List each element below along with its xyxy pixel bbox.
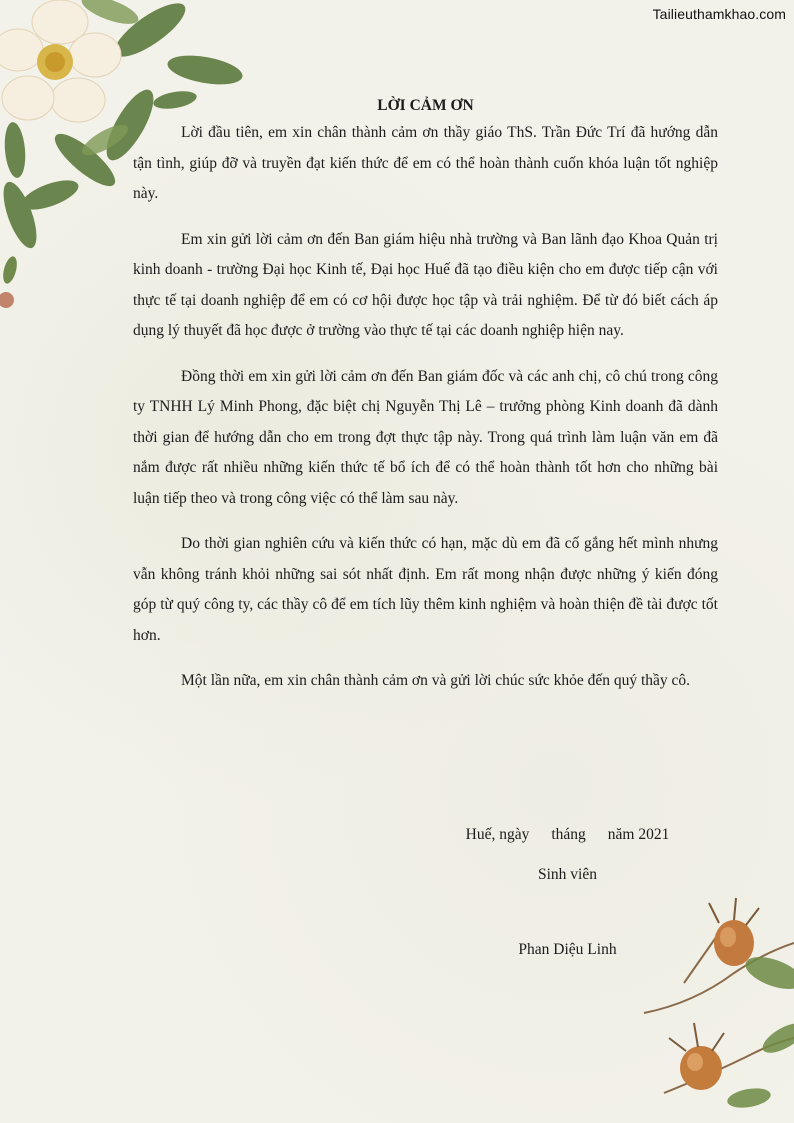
signature-role: Sinh viên	[538, 866, 597, 883]
signature-place: Huế, ngày	[465, 826, 530, 843]
paragraph-3: Đồng thời em xin gửi lời cảm ơn đến Ban giám đốc và các anh chị, cô chú trong công ty TNHH Lý Minh Phong, đặc biệt chị Nguyễn Thị Lê – trưởng phòng Kinh doanh đã dành thời gian để hướng dẫn cho em trong đợt thực tập này. Trong quá trình làm luận văn em đã nắm được rất nhiều những kiến thức tế bổ ích để có thể hoàn thành tốt hơn cho những bài luận tiếp theo và trong công việc có thể làm sau này.	[133, 367, 718, 507]
paragraph-1: Lời đầu tiên, em xin chân thành cảm ơn thầy giáo ThS. Trần Đức Trí đã hướng dẫn tận tình, giúp đỡ và truyền đạt kiến thức để em có thể hoàn thành cuốn khóa luận tốt nghiệp này.	[133, 124, 718, 202]
paragraph-5: Một lần nữa, em xin chân thành cảm ơn và gửi lời chúc sức khỏe đến quý thầy cô.	[181, 672, 691, 689]
document-body	[133, 94, 718, 712]
watermark-text: Tailieuthamkhao.com	[652, 6, 786, 22]
signature-name-line	[133, 941, 718, 959]
signature-role-line	[133, 866, 718, 884]
signature-name: Phan Diệu Linh	[518, 941, 617, 958]
signature-date-line	[133, 826, 718, 844]
paragraph-2: Em xin gửi lời cảm ơn đến Ban giám hiệu nhà trường và Ban lãnh đạo Khoa Quản trị kinh doanh - trường Đại học Kinh tế, Đại học Huế đã tạo điều kiện cho em được tiếp cận với thực tế tại doanh nghiệp để em có cơ hội được học tập và trải nghiệm. Để từ đó biết cách áp dụng lý thuyết đã học được ở trường vào thực tế tại các doanh nghiệp hiện nay.	[133, 230, 718, 339]
signature-year: năm 2021	[607, 826, 670, 843]
signature-month: tháng	[551, 826, 586, 843]
rosehip-decoration-bottom-right	[624, 863, 794, 1123]
paragraph-4: Do thời gian nghiên cứu và kiến thức có hạn, mặc dù em đã cố gắng hết mình nhưng vẫn không tránh khỏi những sai sót nhất định. Em rất mong nhận được những ý kiến đóng góp từ quý công ty, các thầy cô để em tích lũy thêm kinh nghiệm và hoàn thiện đề tài được tốt hơn.	[133, 535, 718, 644]
document-title: LỜI CẢM ƠN	[377, 97, 474, 114]
